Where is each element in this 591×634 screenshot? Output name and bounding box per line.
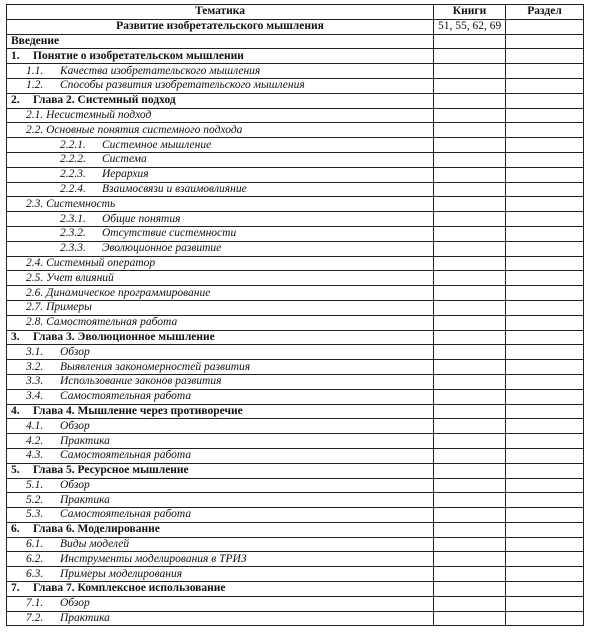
row-topic [7,478,434,493]
row-number: 4.2. [26,434,44,447]
row-section-cell [506,167,584,182]
row-books-cell [434,389,506,404]
row-topic [7,404,434,419]
row-books-cell [434,152,506,167]
row-topic [7,434,434,449]
row-topic [7,537,434,552]
row-title: Инструменты моделирования в ТРИЗ [60,552,247,565]
row-title: Виды моделей [60,538,130,551]
row-number: 5.3. [26,508,44,521]
table-row [7,448,584,463]
row-topic [7,241,434,256]
row-number: 6. [11,523,20,536]
row-section-cell [506,374,584,389]
row-section-cell [506,49,584,64]
row-title: Системное мышление [102,138,212,151]
row-topic: 2.3. Системность [7,197,434,212]
row-number: 3.3. [26,375,44,388]
row-books-cell [434,315,506,330]
row-number: 3.1. [26,345,44,358]
row-section-cell [506,567,584,582]
table-row [7,478,584,493]
row-topic [7,582,434,597]
row-number: 2.3.2. [60,227,86,240]
table-row [7,419,584,434]
table-row [7,611,584,626]
table-row [7,78,584,93]
row-title: Использование законов развития [60,375,222,388]
row-title: Самостоятельная работа [60,508,192,521]
row-section-cell [506,463,584,478]
row-topic [7,463,434,478]
row-topic: 2.6. Динамическое программирование [7,286,434,301]
row-number: 7.1. [26,597,44,610]
table-row [7,93,584,108]
curriculum-table [6,4,584,626]
row-books-cell [434,256,506,271]
table-row [7,212,584,227]
row-section-cell [506,34,584,49]
row-title: Практика [60,493,110,506]
row-topic [7,330,434,345]
row-topic [7,64,434,79]
row-section-cell [506,108,584,123]
row-books-cell [434,138,506,153]
row-books-cell [434,493,506,508]
row-topic [7,182,434,197]
row-books-cell [434,404,506,419]
table-row [7,552,584,567]
row-section-cell [506,271,584,286]
row-section-cell [506,330,584,345]
row-books-cell [434,478,506,493]
row-books-cell [434,167,506,182]
row-title: Глава 5. Ресурсное мышление [33,464,189,477]
row-books-cell [434,64,506,79]
row-section-cell [506,478,584,493]
row-topic [7,374,434,389]
row-topic [7,152,434,167]
row-books-cell [434,596,506,611]
row-title: Иерархия [102,168,149,181]
row-books-cell [434,212,506,227]
row-topic [7,49,434,64]
row-title: Самостоятельная работа [60,390,192,403]
row-title: Обзор [60,597,90,610]
row-books-cell [434,108,506,123]
row-topic [7,448,434,463]
row-title: Понятие о изобретательском мышлении [33,49,244,62]
row-section-cell [506,197,584,212]
row-topic [7,611,434,626]
row-number: 4.1. [26,419,44,432]
row-books-cell [434,552,506,567]
table-row [7,167,584,182]
row-number: 2.2.4. [60,182,86,195]
table-row [7,374,584,389]
table-row [7,34,584,49]
row-books-cell [434,448,506,463]
row-topic: 2.1. Несистемный подход [7,108,434,123]
row-number: 3.2. [26,360,44,373]
row-topic [7,167,434,182]
row-section-cell [506,212,584,227]
table-row [7,197,584,212]
row-topic [7,78,434,93]
row-books-cell [434,330,506,345]
row-section-cell [506,315,584,330]
row-books-cell [434,226,506,241]
row-books-cell [434,93,506,108]
row-books-cell [434,537,506,552]
row-number: 2.2.2. [60,153,86,166]
table-row [7,271,584,286]
table-row [7,434,584,449]
table-row [7,522,584,537]
row-section-cell [506,123,584,138]
table-row [7,286,584,301]
row-title: Глава 4. Мышление через противоречие [33,404,243,417]
table-row [7,256,584,271]
row-title: Самостоятельная работа [60,449,192,462]
row-number: 1. [11,49,20,62]
row-books-cell [434,182,506,197]
row-books-cell [434,300,506,315]
row-books-cell [434,241,506,256]
row-number: 4. [11,404,20,417]
row-number: 1.1. [26,64,44,77]
row-title: Взаимосвязи и взаимовлияние [102,182,247,195]
row-section-cell [506,552,584,567]
table-row [7,389,584,404]
table-row [7,582,584,597]
row-books-cell [434,34,506,49]
table-row [7,138,584,153]
row-topic [7,552,434,567]
header-topic: Тематика [7,5,434,20]
table-row [7,123,584,138]
table-row [7,463,584,478]
row-number: 6.2. [26,552,44,565]
row-title: Глава 6. Моделирование [33,523,160,536]
row-topic [7,345,434,360]
row-section-cell [506,138,584,153]
course-section [506,19,584,34]
table-row [7,300,584,315]
row-topic [7,596,434,611]
row-title: Способы развития изобретательского мышления [60,79,305,92]
header-section: Раздел [506,5,584,20]
table-row [7,241,584,256]
row-topic [7,522,434,537]
row-topic: 2.8. Самостоятельная работа [7,315,434,330]
row-title: Практика [60,434,110,447]
table-row [7,360,584,375]
row-title: Эволюционное развитие [102,242,222,255]
row-number: 6.1. [26,538,44,551]
row-number: 5.2. [26,493,44,506]
row-topic: 2.2. Основные понятия системного подхода [7,123,434,138]
row-topic [7,389,434,404]
row-topic [7,93,434,108]
row-books-cell [434,360,506,375]
row-books-cell [434,434,506,449]
row-number: 2. [11,94,20,107]
row-topic: 2.5. Учет влияний [7,271,434,286]
row-section-cell [506,434,584,449]
row-section-cell [506,182,584,197]
row-topic [7,138,434,153]
row-title: Глава 2. Системный подход [33,94,176,107]
row-number: 5. [11,464,20,477]
row-section-cell [506,93,584,108]
row-books-cell [434,508,506,523]
row-number: 3.4. [26,390,44,403]
row-topic [7,567,434,582]
row-books-cell [434,567,506,582]
row-topic [7,419,434,434]
table-row [7,345,584,360]
row-topic [7,226,434,241]
row-section-cell [506,404,584,419]
row-topic [7,360,434,375]
row-number: 1.2. [26,79,44,92]
row-topic [7,493,434,508]
title-row [7,19,584,34]
row-title: Выявления закономерностей развития [60,360,251,373]
row-title: Качества изобретательского мышления [60,64,261,77]
row-books-cell [434,611,506,626]
row-topic [7,508,434,523]
row-number: 2.3.3. [60,242,86,255]
row-books-cell [434,123,506,138]
table-row [7,108,584,123]
row-books-cell [434,78,506,93]
table-row [7,152,584,167]
row-section-cell [506,611,584,626]
row-topic: 2.4. Системный оператор [7,256,434,271]
table-row [7,182,584,197]
row-number: 7.2. [26,612,44,625]
table-row [7,64,584,79]
row-books-cell [434,49,506,64]
table-row [7,404,584,419]
row-section-cell [506,448,584,463]
row-section-cell [506,226,584,241]
row-section-cell [506,360,584,375]
row-books-cell [434,522,506,537]
row-books-cell [434,463,506,478]
row-title: Обзор [60,419,90,432]
row-section-cell [506,241,584,256]
table-row [7,596,584,611]
table-row [7,226,584,241]
row-books-cell [434,345,506,360]
row-title: Примеры моделирования [60,567,183,580]
row-number: 6.3. [26,567,44,580]
header-books: Книги [434,5,506,20]
row-books-cell [434,197,506,212]
row-section-cell [506,286,584,301]
table-row [7,567,584,582]
row-books-cell [434,419,506,434]
row-books-cell [434,582,506,597]
row-title: Система [102,153,147,166]
row-section-cell [506,493,584,508]
header-row [7,5,584,20]
row-section-cell [506,419,584,434]
row-title: Общие понятия [102,212,181,225]
row-title: Глава 3. Эволюционное мышление [33,330,215,343]
table-row [7,49,584,64]
table-row [7,537,584,552]
row-title: Обзор [60,478,90,491]
row-title: Отсутствие системности [102,227,237,240]
row-section-cell [506,300,584,315]
row-section-cell [506,508,584,523]
table-row [7,493,584,508]
row-books-cell [434,271,506,286]
row-books-cell [434,286,506,301]
table-row [7,508,584,523]
row-topic: 2.7. Примеры [7,300,434,315]
row-topic: Введение [7,34,434,49]
row-section-cell [506,582,584,597]
row-title: Практика [60,612,110,625]
row-section-cell [506,522,584,537]
course-books: 51, 55, 62, 69 [434,19,506,34]
row-number: 3. [11,330,20,343]
row-number: 7. [11,582,20,595]
row-section-cell [506,596,584,611]
row-title: Обзор [60,345,90,358]
row-number: 4.3. [26,449,44,462]
row-section-cell [506,78,584,93]
row-section-cell [506,389,584,404]
row-number: 5.1. [26,478,44,491]
row-topic [7,212,434,227]
row-number: 2.2.1. [60,138,86,151]
course-title: Развитие изобретательского мышления [7,19,434,34]
row-number: 2.2.3. [60,168,86,181]
table-row [7,315,584,330]
row-section-cell [506,152,584,167]
row-section-cell [506,537,584,552]
row-section-cell [506,256,584,271]
row-number: 2.3.1. [60,212,86,225]
row-section-cell [506,64,584,79]
row-title: Глава 7. Комплексное использование [33,582,226,595]
table-row [7,330,584,345]
row-books-cell [434,374,506,389]
row-section-cell [506,345,584,360]
